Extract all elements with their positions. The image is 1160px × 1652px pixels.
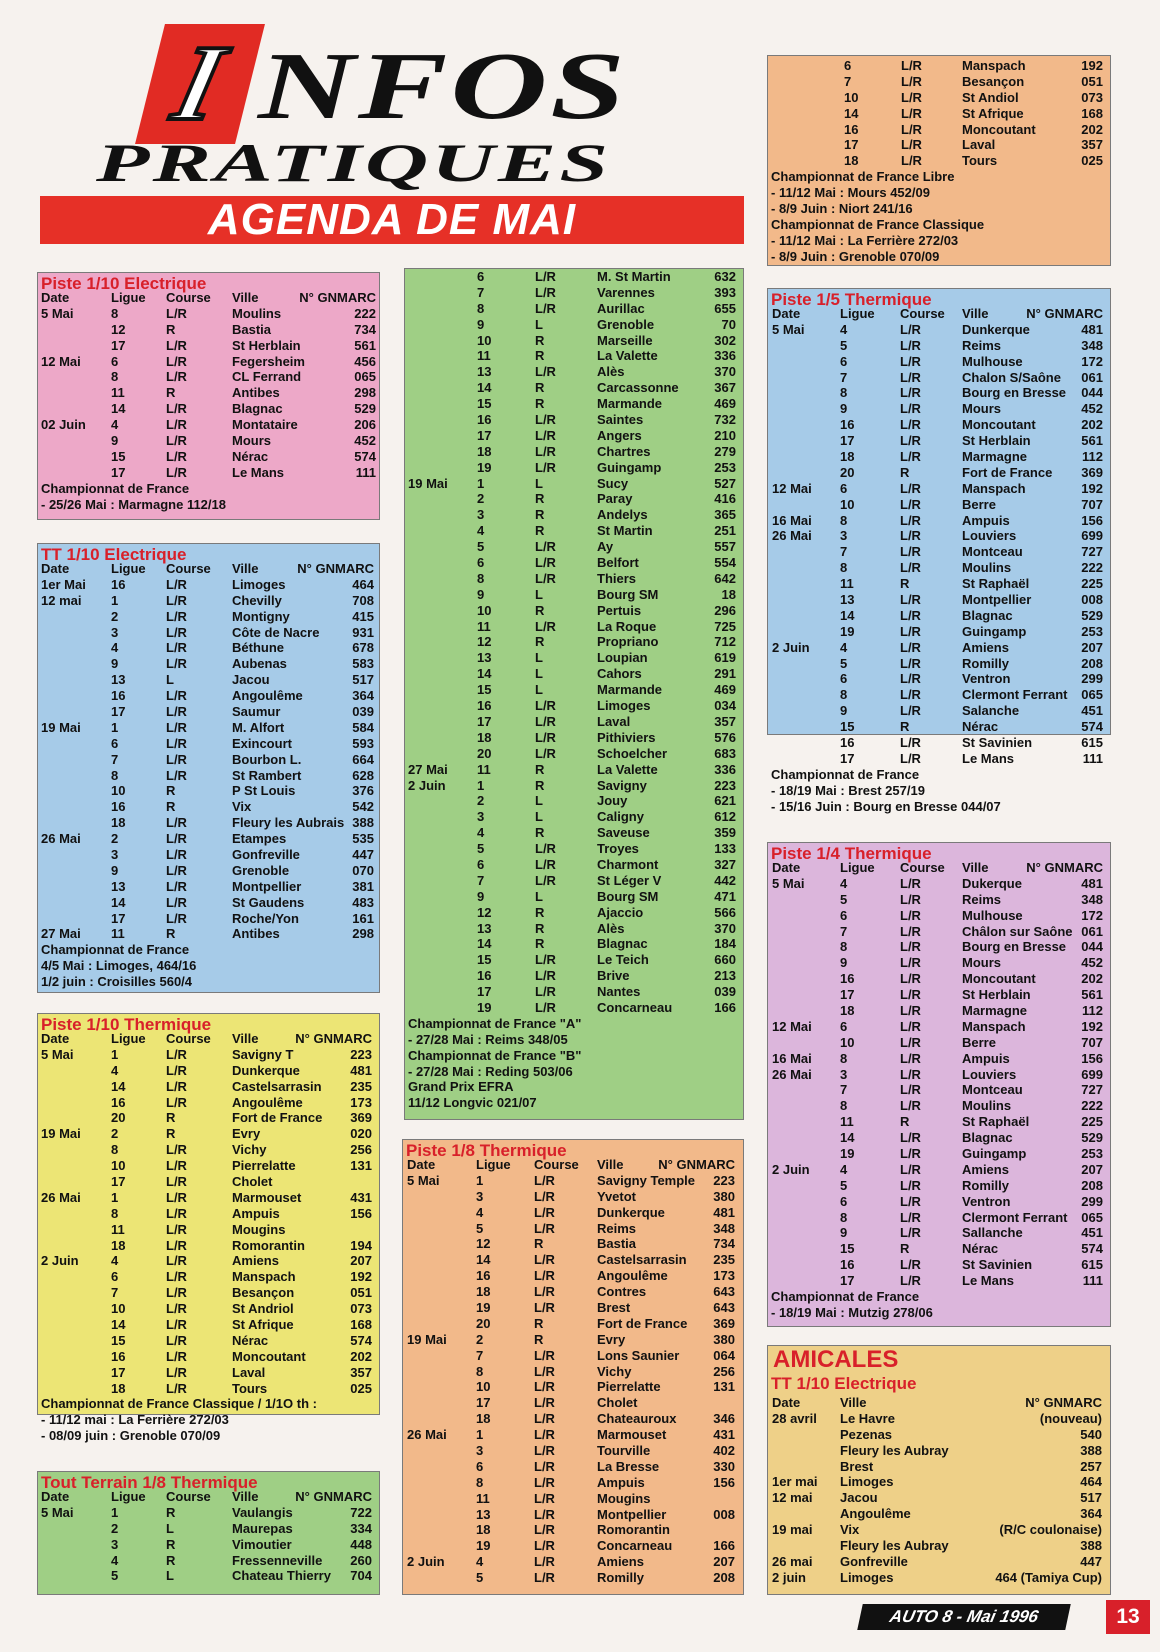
table-row: 9 L Bourg SM 18 (477, 586, 736, 602)
box-title: TT 1/10 Electrique (41, 545, 187, 564)
table-row: 16 L/R St Savinien 615 (840, 1257, 1103, 1273)
table-row: 16 R Vix 542 (111, 799, 374, 815)
table-row: 19 L/R Guingamp 253 (840, 623, 1103, 639)
table-row: 19 mai Vix (R/C coulonaise) (772, 1522, 1102, 1538)
table-row: 11 R St Raphaël 225 (840, 1114, 1103, 1130)
box-rows (38, 561, 379, 990)
table-row: 18 L/R Marmagne 112 (840, 449, 1103, 465)
table-row: 26 Mai 2 L/R Etampes 535 (41, 831, 374, 847)
table-row: 19 L/R Guingamp 253 (840, 1146, 1103, 1162)
table-row: 10 L/R St Andriol 073 (111, 1301, 372, 1317)
table-row: 13 L Loupian 619 (477, 650, 736, 666)
table-row: 5 L/R Romilly 208 (476, 1570, 735, 1586)
box-title: Piste 1/4 Thermique (771, 844, 932, 863)
table-row: 18 L/R Romorantin 194 (111, 1237, 372, 1253)
table-header: Date Ligue Course Ville N° GNMARC (772, 306, 1103, 321)
table-row: 18 L/R Tours 025 (111, 1380, 372, 1396)
championship-note: - 25/26 Mai : Marmagne 112/18 (41, 496, 226, 512)
box-rows (403, 1157, 743, 1586)
table-row: 26 Mai 1 L/R Marmouset 431 (41, 1189, 372, 1205)
table-row: 15 L Marmande 469 (477, 682, 736, 698)
table-row: 14 L/R Blagnac 529 (840, 607, 1103, 623)
table-row: 5 Mai 1 R Vaulangis 722 (41, 1504, 372, 1520)
table-row: 14 L/R Castelsarrasin 235 (111, 1078, 372, 1094)
championship-note: - 15/16 Juin : Bourg en Bresse 044/07 (771, 798, 1001, 814)
table-row: 2 Juin 4 L/R Amiens 207 (407, 1554, 735, 1570)
table-row: 3 R Andelys 365 (477, 507, 736, 523)
table-row: 8 L/R Clermont Ferrant 065 (840, 687, 1103, 703)
table-row: 26 Mai 3 L/R Louviers 699 (772, 528, 1103, 544)
agenda-box-tt18t (37, 1471, 380, 1595)
table-row: 11 R La Valette 336 (477, 348, 736, 364)
table-row: 9 L/R Sallanche 451 (840, 1225, 1103, 1241)
table-row: 11 L/R La Roque 725 (477, 618, 736, 634)
table-row: 2 L Jouy 621 (477, 793, 736, 809)
table-row: 6 L/R Manspach 192 (844, 58, 1103, 73)
table-row: 27 Mai 11 R La Valette 336 (408, 761, 736, 777)
table-row: 9 L Bourg SM 471 (477, 888, 736, 904)
table-row: 4 L/R Dunkerque 481 (476, 1204, 735, 1220)
table-row: 10 R Marseille 302 (477, 332, 736, 348)
table-row: 8 L/R Vichy 256 (111, 1142, 372, 1158)
table-row: 14 L/R Blagnac 529 (111, 401, 376, 417)
table-row: 26 Mai 3 L/R Louviers 699 (772, 1066, 1103, 1082)
championship-note: - 27/28 Mai : Reims 348/05 (408, 1031, 568, 1047)
table-row: 15 L/R Nérac 574 (111, 448, 376, 464)
header-title-word2: PRATIQUES (96, 133, 612, 193)
table-row: 12 Mai 6 L/R Manspach 192 (772, 480, 1103, 496)
table-row: 16 L/R Moncoutant 202 (840, 971, 1103, 987)
championship-note: Championnat de France "B" (408, 1047, 582, 1063)
table-row: 14 L/R St Gaudens 483 (111, 894, 374, 910)
agenda-box-p18t (402, 1139, 744, 1595)
table-row: 5 Mai 8 L/R Moulins 222 (41, 305, 376, 321)
amicales-title: AMICALES (773, 1346, 899, 1373)
championship-note: - 8/9 Juin : Grenoble 070/09 (771, 248, 940, 264)
table-row: 17 L/R Le Mans 111 (840, 750, 1103, 766)
table-row: 18 L/R Marmagne 112 (840, 1003, 1103, 1019)
table-row: 4 R Fressenneville 260 (111, 1552, 372, 1568)
table-row: 5 L/R Reims 348 (840, 337, 1103, 353)
table-row: 1er mai Limoges 464 (772, 1474, 1102, 1490)
table-row: 7 L/R Bourbon L. 664 (111, 751, 374, 767)
table-row: 8 L/R Ampuis 156 (476, 1474, 735, 1490)
table-row: 19 Mai 1 L Sucy 527 (408, 475, 736, 491)
table-row: 15 L/R Le Teich 660 (477, 952, 736, 968)
table-row: 18 L/R Chartres 279 (477, 443, 736, 459)
table-row: 20 R Fort de France 369 (476, 1315, 735, 1331)
box-rows (768, 860, 1110, 1321)
table-row: 4 L/R Béthune 678 (111, 640, 374, 656)
table-row: Pezenas 540 (840, 1426, 1102, 1442)
table-header: Date Ligue Course Ville N° GNMARC (41, 1031, 372, 1046)
table-row: 16 L/R Saintes 732 (477, 412, 736, 428)
table-header: Date Ligue Course Ville N° GNMARC (41, 290, 376, 305)
table-row: 9 L/R Salanche 451 (840, 703, 1103, 719)
table-row: 10 L/R St Andiol 073 (844, 89, 1103, 105)
table-row: 17 L/R Angers 210 (477, 427, 736, 443)
table-row: 16 L/R Limoges 034 (477, 698, 736, 714)
table-row: 6 L/R Exincourt 593 (111, 735, 374, 751)
table-row: 3 R Vimoutier 448 (111, 1536, 372, 1552)
table-row: 17 L/R Laval 357 (477, 713, 736, 729)
table-row: Angoulême 364 (840, 1506, 1102, 1522)
table-row: 20 R Fort de France 369 (840, 464, 1103, 480)
table-row: 2 L Maurepas 334 (111, 1520, 372, 1536)
table-row: 9 L/R Aubenas 583 (111, 656, 374, 672)
table-row: 1er Mai 16 L/R Limoges 464 (41, 576, 374, 592)
table-row: 12 R Bastia 734 (111, 321, 376, 337)
table-header: Date Ligue Course Ville N° GNMARC (41, 561, 374, 576)
table-row: 27 Mai 11 R Antibes 298 (41, 926, 374, 942)
table-row: 18 L/R Romorantin (476, 1522, 670, 1538)
box-title: Tout Terrain 1/8 Thermique (41, 1473, 258, 1492)
table-row: 14 R Blagnac 184 (477, 936, 736, 952)
table-row: 16 L/R Angoulême 173 (111, 1094, 372, 1110)
table-row: 17 L/R Saumur 039 (111, 704, 374, 720)
table-row: 10 R P St Louis 376 (111, 783, 374, 799)
table-row: 2 Juin 4 L/R Amiens 207 (41, 1253, 372, 1269)
table-row: 12 Mai 6 L/R Fegersheim 456 (41, 353, 376, 369)
agenda-box-tt110e (37, 543, 380, 993)
table-row: 10 L/R Pierrelatte 131 (476, 1379, 735, 1395)
championship-note: - 8/9 Juin : Niort 241/16 (771, 201, 913, 217)
championship-note: 11/12 Longvic 021/07 (408, 1095, 537, 1111)
box-rows (38, 1031, 379, 1444)
championship-note: Championnat de France Libre (771, 169, 955, 185)
table-row: 5 L/R Reims 348 (840, 891, 1103, 907)
table-row: 11 R Antibes 298 (111, 385, 376, 401)
table-row: 19 L/R Concarneau 166 (476, 1538, 735, 1554)
table-row: 17 L/R Roche/Yon 161 (111, 910, 374, 926)
table-row: 4 L/R Dunkerque 481 (111, 1062, 372, 1078)
championship-note: Championnat de France Classique / 1/1O th : (41, 1396, 317, 1412)
table-row: 10 L/R Berre 707 (840, 1034, 1103, 1050)
box-rows (768, 306, 1110, 815)
table-row: 6 L/R Ventron 299 (840, 671, 1103, 687)
table-row: 6 L/R Belfort 554 (477, 555, 736, 571)
table-row: 5 Mai 1 L/R Savigny T 223 (41, 1046, 372, 1062)
table-row: 17 L/R Cholet (111, 1174, 273, 1190)
championship-note: Championnat de France "A" (408, 1015, 582, 1031)
table-row: 9 L Grenoble 70 (477, 316, 736, 332)
table-row: 15 R Nérac 574 (840, 1241, 1103, 1257)
table-row: 14 R Carcassonne 367 (477, 380, 736, 396)
table-row: 12 R Propriano 712 (477, 634, 736, 650)
table-row: 6 L/R Manspach 192 (111, 1269, 372, 1285)
table-row: 6 L/R Charmont 327 (477, 856, 736, 872)
table-row: 14 L Cahors 291 (477, 666, 736, 682)
table-row: 16 L/R Moncoutant 202 (111, 1348, 372, 1364)
table-row: 7 L/R St Léger V 442 (477, 872, 736, 888)
table-row: 15 L/R Nérac 574 (111, 1332, 372, 1348)
table-row: 02 Juin 4 L/R Montataire 206 (41, 417, 376, 433)
table-row: 14 L/R St Afrique 168 (111, 1317, 372, 1333)
table-header: Date Ligue Course Ville N° GNMARC (772, 860, 1103, 875)
table-row: 7 L/R Varennes 393 (477, 284, 736, 300)
table-row: 3 L Caligny 612 (477, 809, 736, 825)
table-row: 16 Mai 8 L/R Ampuis 156 (772, 512, 1103, 528)
amicales-rows (768, 1395, 1110, 1586)
agenda-box-p15t (767, 288, 1111, 814)
box-rows (38, 290, 379, 512)
box-rows (405, 269, 743, 1111)
championship-note: - 11/12 Mai : Mours 452/09 (771, 185, 930, 201)
table-row: 15 R Nérac 574 (840, 719, 1103, 735)
table-row: 13 L/R Montpellier 008 (476, 1506, 735, 1522)
table-row: 6 L/R La Bresse 330 (476, 1458, 735, 1474)
table-row: 7 L/R Chalon S/Saône 061 (840, 369, 1103, 385)
table-row: 17 L/R St Herblain 561 (840, 433, 1103, 449)
table-row: 19 Mai 2 R Evry 020 (41, 1126, 372, 1142)
table-row: 12 R Bastia 734 (476, 1236, 735, 1252)
championship-note: Grand Prix EFRA (408, 1079, 514, 1095)
table-row: 12 mai Jacou 517 (772, 1490, 1102, 1506)
table-row: 16 L/R Angoulême 364 (111, 688, 374, 704)
table-row: 6 L/R Mulhouse 172 (840, 907, 1103, 923)
table-row: 18 L/R Fleury les Aubrais 388 (111, 815, 374, 831)
table-row: 9 L/R Mours 452 (111, 433, 376, 449)
table-row: 19 Mai 1 L/R M. Alfort 584 (41, 719, 374, 735)
championship-note: 4/5 Mai : Limoges, 464/16 (41, 958, 197, 974)
table-row: 13 L/R Montpellier 381 (111, 878, 374, 894)
amicales-subtitle: TT 1/10 Electrique (771, 1374, 917, 1393)
agenda-box-p14t (767, 842, 1111, 1327)
table-row: 14 L/R Blagnac 529 (840, 1130, 1103, 1146)
amicales-box (767, 1345, 1111, 1595)
table-row: 8 L/R St Rambert 628 (111, 767, 374, 783)
box-rows (38, 1489, 379, 1584)
championship-note: 1/2 juin : Croisilles 560/4 (41, 974, 193, 990)
table-row: 16 Mai 8 L/R Ampuis 156 (772, 1050, 1103, 1066)
table-row: 2 L/R Montigny 415 (111, 608, 374, 624)
table-row: 13 L/R Alès 370 (477, 364, 736, 380)
table-row: 3 L/R Yvetot 380 (476, 1188, 735, 1204)
table-row: 6 L/R Ventron 299 (840, 1193, 1103, 1209)
table-row: 5 L/R Reims 348 (476, 1220, 735, 1236)
table-row: 17 L/R St Herblain 561 (840, 987, 1103, 1003)
table-row: 2 juin Limoges 464 (Tamiya Cup) (772, 1569, 1102, 1585)
table-row: 5 L/R Romilly 208 (840, 655, 1103, 671)
footer-magazine: AUTO 8 - Mai 1996 (857, 1604, 1071, 1630)
table-row: 5 L/R Ay 557 (477, 539, 736, 555)
table-row: 18 L/R Pithiviers 576 (477, 729, 736, 745)
table-header: Date Ville N° GNMARC (772, 1395, 1102, 1410)
table-row: 3 L/R Tourville 402 (476, 1443, 735, 1459)
table-row: 8 L/R Moulins 222 (840, 1098, 1103, 1114)
table-row: 7 L/R Besançon 051 (844, 73, 1103, 89)
table-row: 5 Mai 1 L/R Savigny Temple 223 (407, 1172, 735, 1188)
table-row: 18 L/R Tours 025 (844, 153, 1103, 169)
table-row: 26 Mai 1 L/R Marmouset 431 (407, 1427, 735, 1443)
table-row: 7 L/R Lons Saunier 064 (476, 1347, 735, 1363)
table-row: 13 R Alès 370 (477, 920, 736, 936)
table-row: 10 R Pertuis 296 (477, 602, 736, 618)
table-row: 7 L/R Besançon 051 (111, 1285, 372, 1301)
table-row: 2 Juin 4 L/R Amiens 207 (772, 639, 1103, 655)
table-row: 17 L/R Nantes 039 (477, 984, 736, 1000)
championship-note: - 18/19 Mai : Brest 257/19 (771, 782, 925, 798)
table-row: 14 L/R St Afrique 168 (844, 105, 1103, 121)
table-row: 16 L/R Brive 213 (477, 968, 736, 984)
table-row: 9 L/R Mours 452 (840, 955, 1103, 971)
table-row: 26 mai Gonfreville 447 (772, 1553, 1102, 1569)
agenda-box-orangeTop (767, 55, 1111, 266)
table-row: 11 L/R Mougins (476, 1490, 651, 1506)
table-row: 19 L/R Concarneau 166 (477, 999, 736, 1015)
box-title: Piste 1/8 Thermique (406, 1141, 567, 1160)
table-row: 2 Juin 1 R Savigny 223 (408, 777, 736, 793)
table-row: 8 L/R Bourg en Bresse 044 (840, 385, 1103, 401)
table-row: 16 L/R Moncoutant 202 (844, 121, 1103, 137)
table-row: 20 R Fort de France 369 (111, 1110, 372, 1126)
box-title: Piste 1/10 Thermique (41, 1015, 212, 1034)
table-row: 13 L/R Montpellier 008 (840, 592, 1103, 608)
table-row: 8 L/R Ampuis 156 (111, 1205, 372, 1221)
table-row: 5 L/R Troyes 133 (477, 841, 736, 857)
table-row: 18 L/R Chateauroux 346 (476, 1411, 735, 1427)
table-row: 8 L/R Thiers 642 (477, 570, 736, 586)
table-row: 8 L/R Vichy 256 (476, 1363, 735, 1379)
agenda-box-p110e (37, 272, 380, 520)
table-row: 16 L/R Moncoutant 202 (840, 417, 1103, 433)
table-row: 17 L/R Le Mans 111 (840, 1273, 1103, 1289)
championship-note: - 11/12 Mai : La Ferrière 272/03 (771, 232, 959, 248)
table-row: 28 avril Le Havre (nouveau) (772, 1410, 1102, 1426)
table-row: 16 L/R St Savinien 615 (840, 735, 1103, 751)
table-row: 19 L/R Guingamp 253 (477, 459, 736, 475)
table-header: Date Ligue Course Ville N° GNMARC (407, 1157, 735, 1172)
table-row: 19 L/R Brest 643 (476, 1300, 735, 1316)
table-row: 12 R Ajaccio 566 (477, 904, 736, 920)
championship-note: - 27/28 Mai : Reding 503/06 (408, 1063, 573, 1079)
table-row: Fleury les Aubray 388 (840, 1442, 1102, 1458)
box-title: Piste 1/5 Thermique (771, 290, 932, 309)
table-row: 18 L/R Contres 643 (476, 1284, 735, 1300)
agenda-box-green (404, 268, 744, 1120)
table-row: 6 L/R M. St Martin 632 (477, 269, 736, 284)
table-row: 10 L/R Pierrelatte 131 (111, 1158, 372, 1174)
table-row: 12 Mai 6 L/R Manspach 192 (772, 1018, 1103, 1034)
table-row: 8 L/R Aurillac 655 (477, 300, 736, 316)
page-header (30, 18, 750, 248)
table-row: 16 L/R Angoulême 173 (476, 1268, 735, 1284)
championship-note: Championnat de France (771, 1289, 920, 1305)
table-row: 12 mai 1 L/R Chevilly 708 (41, 592, 374, 608)
table-row: 17 L/R St Herblain 561 (111, 337, 376, 353)
table-row: 8 L/R Moulins 222 (840, 560, 1103, 576)
table-row: 5 L Chateau Thierry 704 (111, 1568, 372, 1584)
table-row: 8 L/R Clermont Ferrant 065 (840, 1209, 1103, 1225)
championship-note: Championnat de France (41, 480, 190, 496)
table-row: 17 L/R Le Mans 111 (111, 464, 376, 480)
table-row: 11 R St Raphaël 225 (840, 576, 1103, 592)
table-row: 4 R St Martin 251 (477, 523, 736, 539)
table-row: 7 L/R Châlon sur Saône 061 (840, 923, 1103, 939)
championship-note: Championnat de France Classique (771, 216, 985, 232)
table-row: 15 R Marmande 469 (477, 396, 736, 412)
table-row: 11 L/R Mougins (111, 1221, 286, 1237)
table-row: 3 L/R Côte de Nacre 931 (111, 624, 374, 640)
table-row: Fleury les Aubray 388 (840, 1538, 1102, 1554)
table-header: Date Ligue Course Ville N° GNMARC (41, 1489, 372, 1504)
table-row: 17 L/R Laval 357 (844, 137, 1103, 153)
table-row: 2 R Paray 416 (477, 491, 736, 507)
box-title: Piste 1/10 Electrique (41, 274, 207, 293)
table-row: 13 L Jacou 517 (111, 672, 374, 688)
table-row: 2 Juin 4 L/R Amiens 207 (772, 1161, 1103, 1177)
table-row: 5 Mai 4 L/R Dunkerque 481 (772, 321, 1103, 337)
championship-note: - 11/12 mai : La Ferrière 272/03 (41, 1412, 229, 1428)
table-row: 8 L/R CL Ferrand 065 (111, 369, 376, 385)
header-banner: AGENDA DE MAI (40, 196, 744, 244)
table-row: 5 L/R Romilly 208 (840, 1177, 1103, 1193)
page-number: 13 (1106, 1600, 1150, 1634)
table-row: 14 L/R Castelsarrasin 235 (476, 1252, 735, 1268)
table-row: 9 L/R Grenoble 070 (111, 862, 374, 878)
championship-note: - 18/19 Mai : Mutzig 278/06 (771, 1304, 933, 1320)
table-row: 6 L/R Mulhouse 172 (840, 353, 1103, 369)
header-title-word1: NFOS (258, 32, 628, 139)
table-row: 20 L/R Schoelcher 683 (477, 745, 736, 761)
table-row: 10 L/R Berre 707 (840, 496, 1103, 512)
table-row: 4 R Saveuse 359 (477, 825, 736, 841)
table-row: Brest 257 (840, 1458, 1102, 1474)
championship-note: Championnat de France (771, 766, 920, 782)
agenda-box-p110t (37, 1013, 380, 1444)
table-row: 7 L/R Montceau 727 (840, 544, 1103, 560)
table-row: 9 L/R Mours 452 (840, 401, 1103, 417)
table-row: 5 Mai 4 L/R Dukerque 481 (772, 875, 1103, 891)
table-row: 8 L/R Bourg en Bresse 044 (840, 939, 1103, 955)
header-big-letter: I (135, 24, 265, 144)
table-row: 3 L/R Gonfreville 447 (111, 847, 374, 863)
championship-note: Championnat de France (41, 942, 190, 958)
box-rows (768, 58, 1110, 265)
table-row: 19 Mai 2 R Evry 380 (407, 1331, 735, 1347)
table-row: 17 L/R Laval 357 (111, 1364, 372, 1380)
championship-note: - 08/09 juin : Grenoble 070/09 (41, 1428, 221, 1444)
table-row: 7 L/R Montceau 727 (840, 1082, 1103, 1098)
table-row: 17 L/R Cholet (476, 1395, 638, 1411)
